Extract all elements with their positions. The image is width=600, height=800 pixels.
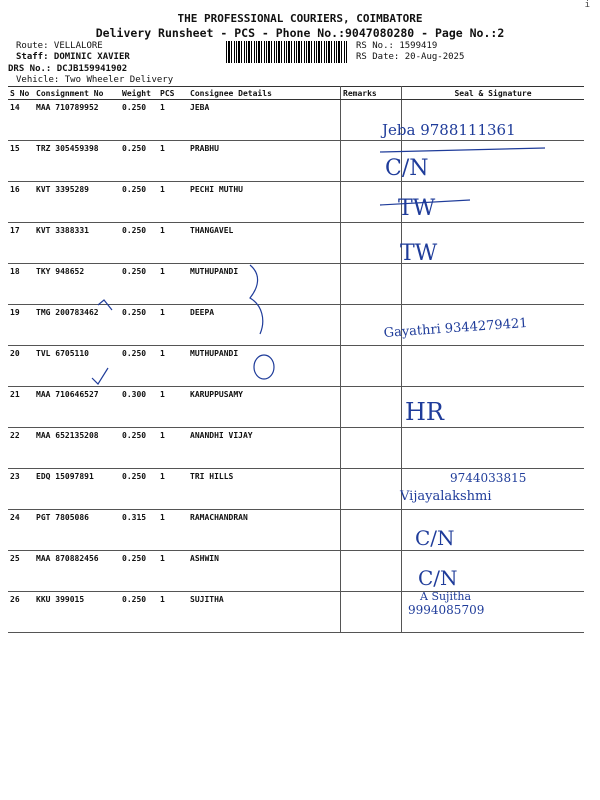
cell-consignment-no: KVT 3388331 bbox=[34, 223, 120, 264]
cell-consignee: DEEPA bbox=[188, 305, 341, 346]
cell-sno: 20 bbox=[8, 346, 34, 387]
cell-pcs: 1 bbox=[158, 223, 188, 264]
cell-pcs: 1 bbox=[158, 100, 188, 141]
cell-weight: 0.250 bbox=[120, 223, 158, 264]
cell-sno: 21 bbox=[8, 387, 34, 428]
col-header-sno: S No bbox=[8, 87, 34, 100]
cell-weight: 0.250 bbox=[120, 346, 158, 387]
cell-pcs: 1 bbox=[158, 592, 188, 633]
cell-weight: 0.250 bbox=[120, 305, 158, 346]
cell-pcs: 1 bbox=[158, 182, 188, 223]
col-header-consignee: Consignee Details bbox=[188, 87, 341, 100]
rs-date: RS Date: 20-Aug-2025 bbox=[356, 52, 465, 62]
cell-consignment-no: KVT 3395289 bbox=[34, 182, 120, 223]
cell-consignment-no: MAA 652135208 bbox=[34, 428, 120, 469]
cell-consignment-no: MAA 710646527 bbox=[34, 387, 120, 428]
handwriting-25: C/N bbox=[418, 566, 458, 590]
cell-consignment-no: TRZ 305459398 bbox=[34, 141, 120, 182]
document-title: THE PROFESSIONAL COURIERS, COIMBATORE bbox=[177, 12, 423, 25]
handwriting-17: TW bbox=[400, 241, 438, 266]
cell-pcs: 1 bbox=[158, 305, 188, 346]
col-header-seal: Seal & Signature bbox=[402, 87, 585, 100]
handwriting-21: HR bbox=[405, 398, 444, 426]
vehicle-label: Vehicle: Two Wheeler Delivery bbox=[16, 75, 174, 85]
cell-pcs: 1 bbox=[158, 141, 188, 182]
cell-weight: 0.250 bbox=[120, 469, 158, 510]
cell-pcs: 1 bbox=[158, 346, 188, 387]
cell-sno: 14 bbox=[8, 100, 34, 141]
cell-consignee: ANANDHI VIJAY bbox=[188, 428, 341, 469]
cell-consignee: THANGAVEL bbox=[188, 223, 341, 264]
cell-consignee: MUTHUPANDI bbox=[188, 264, 341, 305]
cell-consignee: JEBA bbox=[188, 100, 341, 141]
cell-consignment-no: TMG 200783462 bbox=[34, 305, 120, 346]
cell-consignment-no: TKY 948652 bbox=[34, 264, 120, 305]
cell-sno: 25 bbox=[8, 551, 34, 592]
cell-consignment-no: MAA 710789952 bbox=[34, 100, 120, 141]
cell-pcs: 1 bbox=[158, 469, 188, 510]
cell-sno: 19 bbox=[8, 305, 34, 346]
rs-number: RS No.: 1599419 bbox=[356, 41, 438, 51]
cell-sno: 26 bbox=[8, 592, 34, 633]
cell-sno: 17 bbox=[8, 223, 34, 264]
col-header-weight: Weight bbox=[120, 87, 158, 100]
cell-consignee: TRI HILLS bbox=[188, 469, 341, 510]
drs-number: DRS No.: DCJB159941902 bbox=[8, 64, 128, 74]
cell-weight: 0.250 bbox=[120, 100, 158, 141]
cell-consignee: ASHWIN bbox=[188, 551, 341, 592]
cell-consignee: PECHI MUTHU bbox=[188, 182, 341, 223]
cell-pcs: 1 bbox=[158, 510, 188, 551]
cell-consignment-no: EDQ 15097891 bbox=[34, 469, 120, 510]
cell-weight: 0.300 bbox=[120, 387, 158, 428]
handwriting-15: C/N bbox=[385, 156, 429, 181]
cell-sno: 23 bbox=[8, 469, 34, 510]
cell-pcs: 1 bbox=[158, 428, 188, 469]
document-subtitle: Delivery Runsheet - PCS - Phone No.:9047080280 - Page No.:2 bbox=[95, 26, 505, 40]
handwriting-23b: Vijayalakshmi bbox=[400, 489, 492, 504]
cell-weight: 0.250 bbox=[120, 551, 158, 592]
staff-label: Staff: DOMINIC XAVIER bbox=[16, 52, 130, 62]
handwriting-16: TW bbox=[398, 196, 436, 221]
handwriting-14: Jeba 9788111361 bbox=[382, 121, 516, 139]
cell-consignee: KARUPPUSAMY bbox=[188, 387, 341, 428]
route-label: Route: VELLALORE bbox=[16, 41, 103, 51]
cell-weight: 0.250 bbox=[120, 264, 158, 305]
cell-weight: 0.250 bbox=[120, 182, 158, 223]
handwriting-26a: A Sujitha bbox=[420, 590, 472, 603]
cell-pcs: 1 bbox=[158, 551, 188, 592]
cell-consignee: MUTHUPANDI bbox=[188, 346, 341, 387]
cell-sno: 16 bbox=[8, 182, 34, 223]
col-header-pcs: PCS bbox=[158, 87, 188, 100]
handwritten-brace bbox=[250, 265, 263, 334]
col-header-consignment: Consignment No bbox=[34, 87, 120, 100]
cell-consignment-no: KKU 399015 bbox=[34, 592, 120, 633]
cell-sno: 24 bbox=[8, 510, 34, 551]
cell-pcs: 1 bbox=[158, 387, 188, 428]
cell-consignment-no: TVL 6705110 bbox=[34, 346, 120, 387]
cell-consignee: PRABHU bbox=[188, 141, 341, 182]
handwriting-23a: 9744033815 bbox=[450, 471, 527, 485]
cell-weight: 0.250 bbox=[120, 428, 158, 469]
cell-consignee: RAMACHANDRAN bbox=[188, 510, 341, 551]
cell-consignment-no: MAA 870882456 bbox=[34, 551, 120, 592]
cell-sno: 15 bbox=[8, 141, 34, 182]
cell-weight: 0.315 bbox=[120, 510, 158, 551]
cell-consignment-no: PGT 7805086 bbox=[34, 510, 120, 551]
cell-consignee: SUJITHA bbox=[188, 592, 341, 633]
handwritten-tick bbox=[98, 300, 112, 310]
cell-sno: 22 bbox=[8, 428, 34, 469]
col-header-remarks: Remarks bbox=[341, 87, 402, 100]
handwritten-tick bbox=[92, 368, 108, 384]
handwritten-circle bbox=[254, 355, 274, 379]
cell-sno: 18 bbox=[8, 264, 34, 305]
handwriting-19: Gayathri 9344279421 bbox=[383, 315, 528, 341]
cell-pcs: 1 bbox=[158, 264, 188, 305]
handwritten-line bbox=[380, 148, 545, 152]
corner-mark: i bbox=[584, 0, 590, 10]
cell-weight: 0.250 bbox=[120, 592, 158, 633]
handwriting-26b: 9994085709 bbox=[408, 603, 485, 617]
cell-weight: 0.250 bbox=[120, 141, 158, 182]
handwriting-24: C/N bbox=[415, 526, 455, 550]
